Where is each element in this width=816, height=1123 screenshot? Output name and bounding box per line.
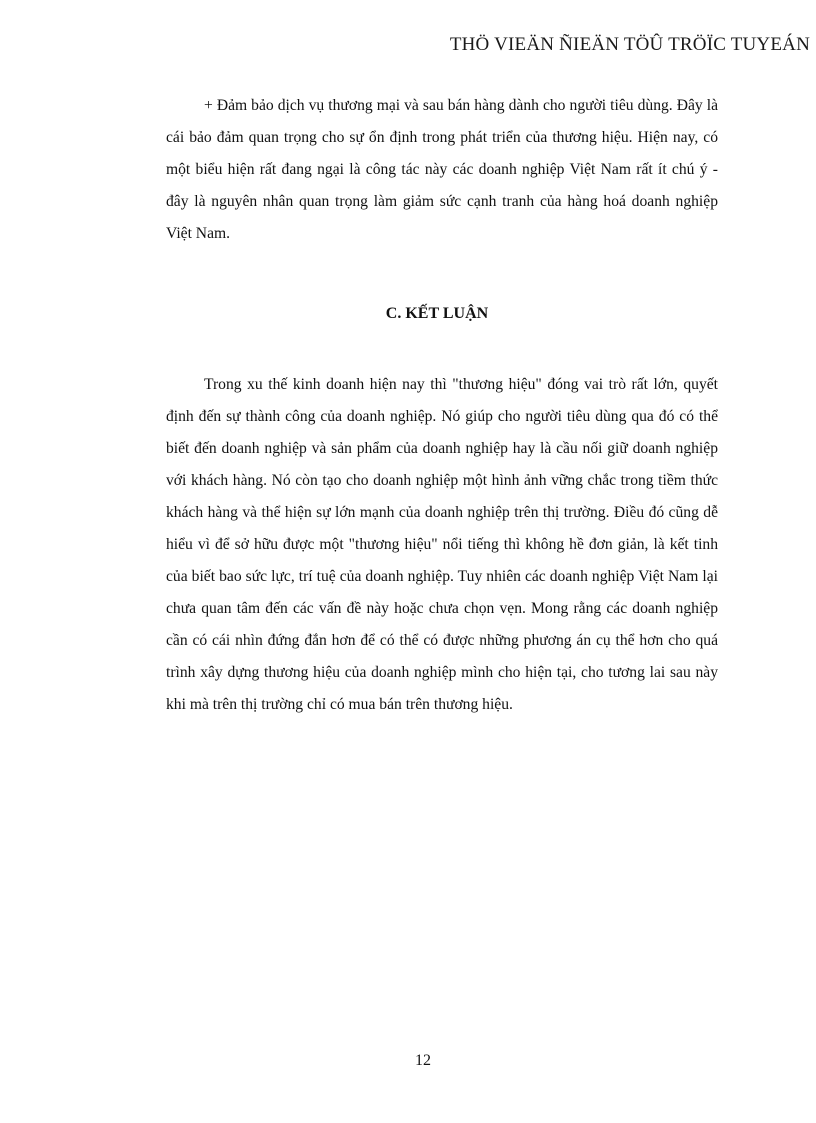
page-header: THÖ VIEÄN ÑIEÄN TÖÛ TRÖÏC TUYEÁN xyxy=(449,34,810,55)
section-heading-conclusion: C. KẾT LUẬN xyxy=(385,305,489,322)
document-body xyxy=(166,90,718,721)
paragraph-conclusion: Trong xu thế kinh doanh hiện nay thì "thương hiệu" đóng vai trò rất lớn, quyết định đến sự thành công của doanh nghiệp. Nó giúp cho người tiêu dùng qua đó có thể biết đến doanh nghiệp và sản phẩm của doanh nghiệp hay là cầu nối giữ doanh nghiệp với khách hàng. Nó còn tạo cho doanh nghiệp một hình ảnh vững chắc trong tiềm thức khách hàng và thể hiện sự lớn mạnh của doanh nghiệp trên thị trường. Điều đó cũng dễ hiểu vì để sở hữu được một "thương hiệu" nổi tiếng thì không hề đơn giản, là kết tinh của biết bao sức lực, trí tuệ của doanh nghiệp. Tuy nhiên các doanh nghiệp Việt Nam lại chưa quan tâm đến các vấn đề này hoặc chưa chọn vẹn. Mong rằng các doanh nghiệp cần có cái nhìn đứng đắn hơn để có thể có được những phương án cụ thể hơn cho quá trình xây dựng thương hiệu của doanh nghiệp mình cho hiện tại, cho tương lai sau này khi mà trên thị trường chỉ có mua bán trên thương hiệu. xyxy=(166,376,718,713)
page-number: 12 xyxy=(415,1052,431,1069)
paragraph-service-guarantee: + Đảm bảo dịch vụ thương mại và sau bán hàng dành cho người tiêu dùng. Đây là cái bảo đảm quan trọng cho sự ổn định trong phát triển của thương hiệu. Hiện nay, có một biểu hiện rất đang ngại là công tác này các doanh nghiệp Việt Nam rất ít chú ý - đây là nguyên nhân quan trọng làm giảm sức cạnh tranh của hàng hoá doanh nghiệp Việt Nam. xyxy=(166,97,718,242)
